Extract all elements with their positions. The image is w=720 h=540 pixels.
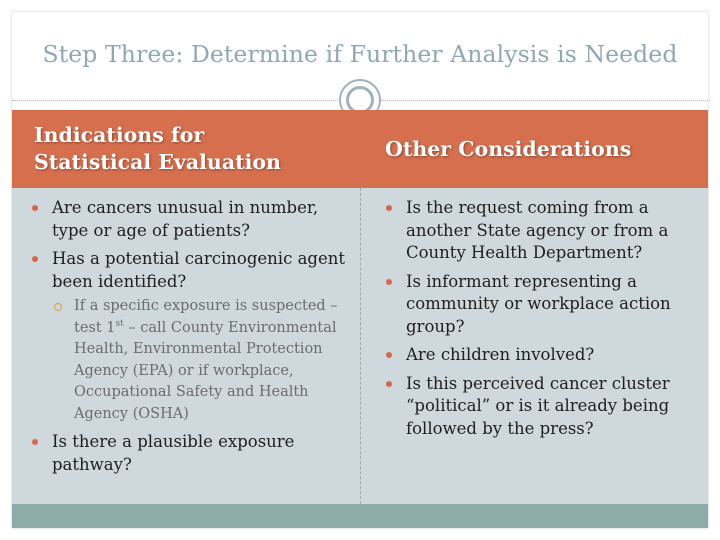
- filled-dot-icon: [386, 279, 392, 285]
- filled-dot-icon: [386, 352, 392, 358]
- right-bullet-list: [384, 197, 690, 446]
- filled-dot-icon: [386, 381, 392, 387]
- list-item: [384, 373, 690, 441]
- bullet-text: Is there a plausible exposure pathway?: [52, 432, 295, 474]
- column-divider: [360, 188, 361, 504]
- bullet-text: Is this perceived cancer cluster “political” or is it already being followed by the press?: [406, 373, 670, 438]
- slide-title: Step Three: Determine if Further Analysis is Needed: [42, 40, 678, 68]
- filled-dot-icon: [32, 439, 38, 445]
- superscript: st: [115, 318, 124, 329]
- left-header-line1: Indications for: [34, 123, 205, 147]
- sub-list-item: [52, 296, 350, 425]
- footer-band: [12, 504, 708, 528]
- list-item: [384, 344, 690, 367]
- bullet-text: Has a potential carcinogenic agent been identified?: [52, 249, 345, 291]
- list-item: [30, 431, 350, 476]
- filled-dot-icon: [32, 205, 38, 211]
- list-item: [30, 197, 350, 242]
- bullet-text: Are cancers unusual in number, type or age of patients?: [52, 198, 319, 240]
- bullet-text: Is the request coming from a another State agency or from a County Health Department?: [406, 198, 669, 262]
- bullet-text: Are children involved?: [406, 345, 595, 364]
- slide: [12, 12, 708, 528]
- bullet-text: Is informant representing a community or workplace action group?: [406, 271, 671, 336]
- sub-bullet-text-part1: If a specific exposure is suspected – test 1: [74, 298, 338, 336]
- sub-bullet-list: [52, 296, 350, 425]
- filled-dot-icon: [386, 205, 392, 211]
- list-item: [384, 271, 690, 339]
- left-column-header: [34, 122, 354, 176]
- list-item: [30, 248, 350, 425]
- left-bullet-list: [30, 197, 350, 482]
- sub-bullet-text-part2: – call County Environmental Health, Environmental Protection Agency (EPA) or if workplace, Occupational Safety and Health Agency (OSHA): [74, 319, 337, 422]
- right-column-header: Other Considerations: [385, 137, 632, 161]
- ring-bullet-icon: [54, 303, 62, 311]
- list-item: [384, 197, 690, 265]
- left-header-line2: Statistical Evaluation: [34, 150, 281, 174]
- filled-dot-icon: [32, 256, 38, 262]
